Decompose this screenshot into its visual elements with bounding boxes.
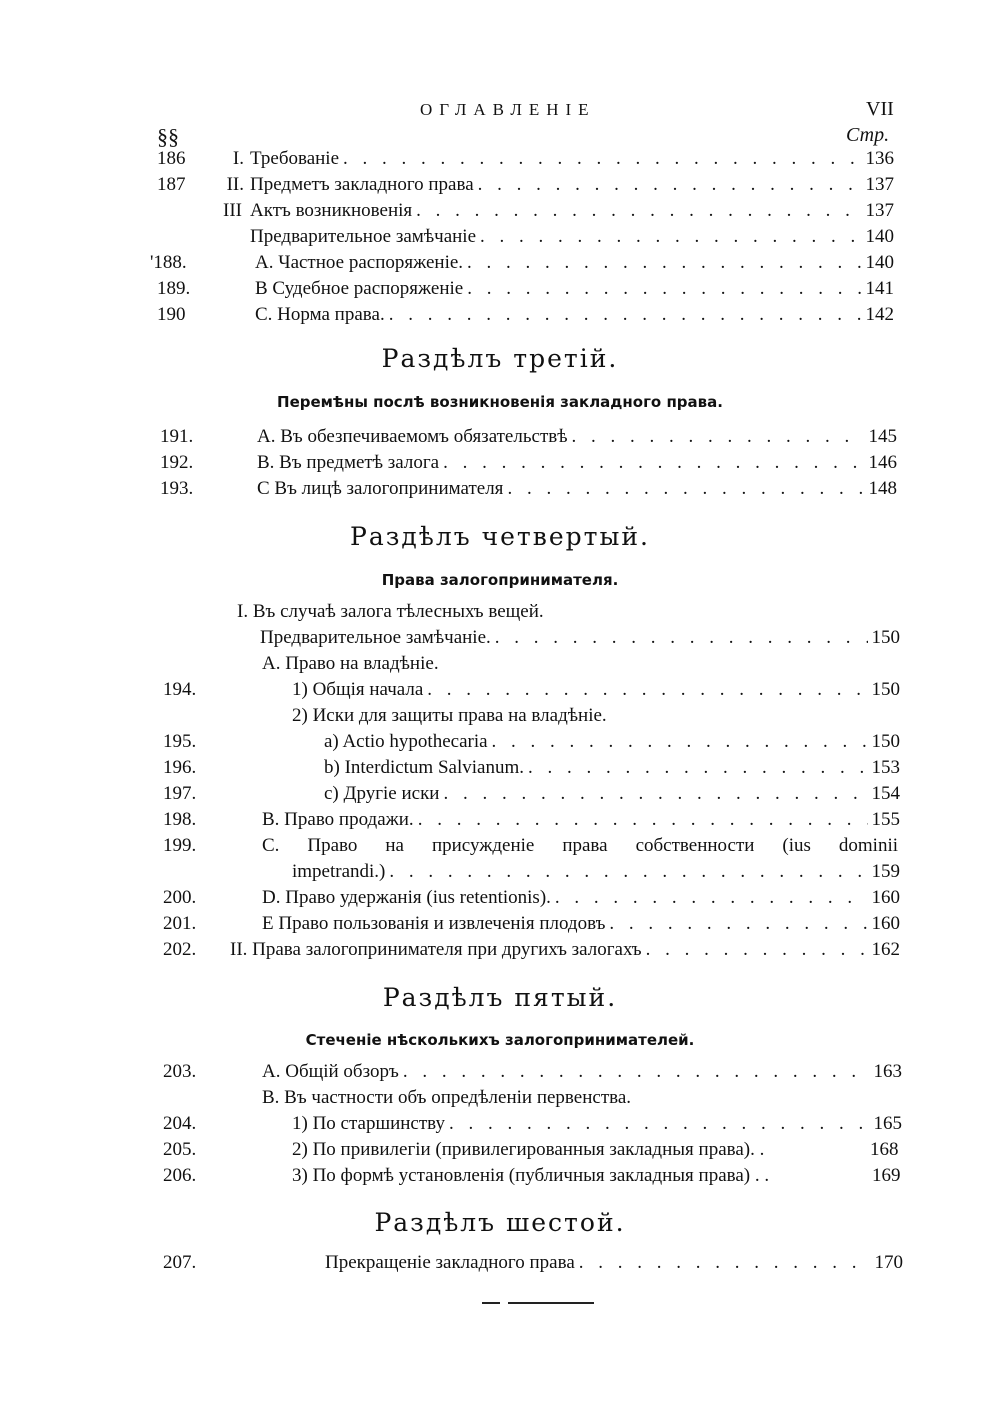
toc-row <box>0 146 1000 172</box>
toc-row-page: 168 <box>870 1139 899 1160</box>
toc-row <box>0 833 1000 859</box>
toc-row-title: II. Права залогопринимателя при другихъ залогахъ <box>230 939 642 960</box>
leader-dots <box>478 172 862 198</box>
toc-row-title: A. Общій обзоръ <box>262 1061 399 1082</box>
leader-dots <box>572 424 865 450</box>
toc-row-number: 186 <box>157 148 186 169</box>
toc-row <box>0 450 1000 476</box>
toc-row-page: 146 <box>868 452 897 473</box>
toc-row-title: Предварительное замѣчаніе <box>250 226 477 247</box>
leader-dots <box>416 198 861 224</box>
toc-row-number: 192. <box>160 452 194 473</box>
toc-row-page: 150 <box>871 731 900 752</box>
toc-row-number: 190 <box>157 304 186 325</box>
leader-dots <box>646 937 868 963</box>
page-number: VII <box>866 98 894 120</box>
toc-row <box>0 625 1000 651</box>
toc-row-title: a) Actio hypothecaria <box>324 731 488 752</box>
toc-row-page: 148 <box>868 478 897 499</box>
leader-dots <box>443 450 864 476</box>
toc-row-number: 199. <box>163 835 197 856</box>
toc-row-page: 154 <box>871 783 900 804</box>
toc-row-page: 165 <box>873 1113 902 1134</box>
toc-row-title: Требованіе <box>250 148 340 169</box>
toc-row-page: 160 <box>871 887 900 908</box>
toc-row-title: С. Норма права. <box>255 304 385 325</box>
leader-dots <box>609 911 867 937</box>
toc-row-number: 206. <box>163 1165 197 1186</box>
toc-row-title: c) Другіе иски <box>324 783 440 804</box>
toc-row-page: 137 <box>865 174 894 195</box>
toc-row <box>0 1250 1000 1276</box>
toc-row-page: 163 <box>873 1061 902 1082</box>
leader-dots <box>389 302 862 328</box>
toc-row-title: 3) По формѣ установленія (публичныя закладныя права) . . <box>292 1165 770 1186</box>
toc-row-title: С Въ лицѣ залогопринимателя <box>257 478 504 499</box>
closing-rule-short <box>482 1302 500 1304</box>
toc-row-page: 150 <box>871 679 900 700</box>
toc-row <box>0 703 1000 729</box>
toc-row-title: b) Interdictum Salvianum. <box>324 757 524 778</box>
leader-dots <box>449 1111 870 1137</box>
toc-row <box>0 1111 1000 1137</box>
toc-row-roman: II. <box>226 174 244 195</box>
toc-row-title: A. Частное распоряженіе. <box>255 252 464 273</box>
toc-row-title: 2) Иски для защиты права на владѣніе. <box>292 705 607 726</box>
toc-row-title: С. Право на присужденіе права собственности (ius dominii <box>262 835 898 856</box>
leader-dots <box>492 729 868 755</box>
toc-row-title: B. Право продажи. <box>262 809 414 830</box>
toc-row-page: 142 <box>865 304 894 325</box>
leader-dots <box>467 276 861 302</box>
toc-row-title: I. Въ случаѣ залога тѣлесныхъ вещей. <box>237 601 544 622</box>
toc-row-page: 145 <box>868 426 897 447</box>
section-heading: Раздѣлъ четвертый. <box>350 522 650 551</box>
toc-row-title: A. Право на владѣніе. <box>262 653 439 674</box>
toc-row-page: 141 <box>865 278 894 299</box>
leader-dots <box>427 677 867 703</box>
leader-dots <box>443 781 867 807</box>
leader-dots <box>480 224 861 250</box>
toc-row <box>0 1085 1000 1111</box>
section-heading: Раздѣлъ третій. <box>381 344 619 373</box>
toc-row-number: 203. <box>163 1061 197 1082</box>
section-heading: Раздѣлъ пятый. <box>382 983 618 1012</box>
leader-dots <box>579 1250 871 1276</box>
toc-row <box>0 172 1000 198</box>
toc-row <box>0 424 1000 450</box>
toc-row <box>0 885 1000 911</box>
toc-row-number: 201. <box>163 913 197 934</box>
toc-row-number: 198. <box>163 809 197 830</box>
section-subheading: Перемѣны послѣ возникновенія закладного права. <box>277 393 723 411</box>
toc-row-page: 153 <box>871 757 900 778</box>
toc-row-number: 196. <box>163 757 197 778</box>
leader-dots <box>555 885 868 911</box>
toc-row-page: 136 <box>865 148 894 169</box>
toc-row-title: D. Право удержанія (ius retentionis). <box>262 887 551 908</box>
toc-row <box>0 224 1000 250</box>
toc-row <box>0 651 1000 677</box>
leader-dots <box>528 755 868 781</box>
toc-row-title: Е Право пользованія и извлеченія плодовъ <box>262 913 606 934</box>
toc-row <box>0 599 1000 625</box>
section-subheading: Права залогопринимателя. <box>381 571 619 589</box>
toc-row-page: 162 <box>871 939 900 960</box>
toc-row <box>0 1163 1000 1189</box>
toc-row-page: 150 <box>871 627 900 648</box>
toc-row-page: 140 <box>865 252 894 273</box>
toc-row-number: 193. <box>160 478 194 499</box>
toc-row-number: 204. <box>163 1113 197 1134</box>
toc-row-page: 159 <box>871 861 900 882</box>
toc-row <box>0 911 1000 937</box>
toc-row <box>0 755 1000 781</box>
toc-row-title: 2) По привилегіи (привилегированныя закладныя права). . <box>292 1139 765 1160</box>
toc-row-title: Предметъ закладного права <box>250 174 474 195</box>
toc-row-number: 197. <box>163 783 197 804</box>
toc-row <box>0 677 1000 703</box>
toc-row-title: В Судебное распоряженіе <box>255 278 464 299</box>
toc-row-page: 170 <box>874 1252 903 1273</box>
toc-row-number: 200. <box>163 887 197 908</box>
toc-row-title: Прекращеніе закладного права <box>325 1252 575 1273</box>
toc-row-page: 137 <box>865 200 894 221</box>
toc-row-page: 140 <box>865 226 894 247</box>
toc-row-title: Предварительное замѣчаніе. <box>260 627 491 648</box>
leader-dots <box>418 807 868 833</box>
section-subheading: Стеченіе нѣсколькихъ залогопринимателей. <box>305 1031 695 1049</box>
toc-row <box>0 937 1000 963</box>
leader-dots <box>343 146 861 172</box>
section-sign-column-label: §§ <box>157 124 179 149</box>
toc-row <box>0 859 1000 885</box>
leader-dots <box>507 476 864 502</box>
toc-row-roman: I. <box>232 148 244 169</box>
toc-row <box>0 276 1000 302</box>
toc-row-page: 155 <box>871 809 900 830</box>
toc-row-title: 1) По старшинству <box>292 1113 445 1134</box>
toc-row <box>0 1059 1000 1085</box>
toc-row-page: 160 <box>871 913 900 934</box>
toc-row-title: 1) Общія начала <box>292 679 424 700</box>
toc-row-number: 189. <box>157 278 191 299</box>
leader-dots <box>403 1059 870 1085</box>
closing-rule-long <box>508 1302 594 1304</box>
page-column-label: Стр. <box>846 124 890 146</box>
leader-dots <box>495 625 868 651</box>
toc-row-number: '188. <box>150 252 187 273</box>
toc-row-number: 187 <box>157 174 186 195</box>
toc-row-title: B. Въ предметѣ залога <box>257 452 440 473</box>
toc-row <box>0 302 1000 328</box>
toc-row-number: 191. <box>160 426 194 447</box>
section-heading: Раздѣлъ шестой. <box>374 1208 626 1237</box>
toc-row-number: 202. <box>163 939 197 960</box>
toc-row <box>0 250 1000 276</box>
leader-dots <box>467 250 861 276</box>
toc-row-page: 169 <box>872 1165 901 1186</box>
toc-row <box>0 807 1000 833</box>
toc-row-title: A. Въ обезпечиваемомъ обязательствѣ <box>257 426 568 447</box>
toc-row <box>0 729 1000 755</box>
page-header-title: ОГЛАВЛЕНІЕ <box>420 100 596 119</box>
toc-row <box>0 476 1000 502</box>
toc-row-title: Актъ возникновенія <box>250 200 413 221</box>
toc-row-roman: III <box>223 200 242 221</box>
leader-dots <box>389 859 867 885</box>
toc-row <box>0 198 1000 224</box>
toc-row-number: 194. <box>163 679 197 700</box>
toc-row-number: 205. <box>163 1139 197 1160</box>
toc-row-number: 195. <box>163 731 197 752</box>
toc-row-title: B. Въ частности объ опредѣленіи первенства. <box>262 1087 632 1108</box>
toc-row <box>0 1137 1000 1163</box>
toc-row-title: impetrandi.) <box>292 861 386 882</box>
toc-row-number: 207. <box>163 1252 197 1273</box>
toc-row <box>0 781 1000 807</box>
